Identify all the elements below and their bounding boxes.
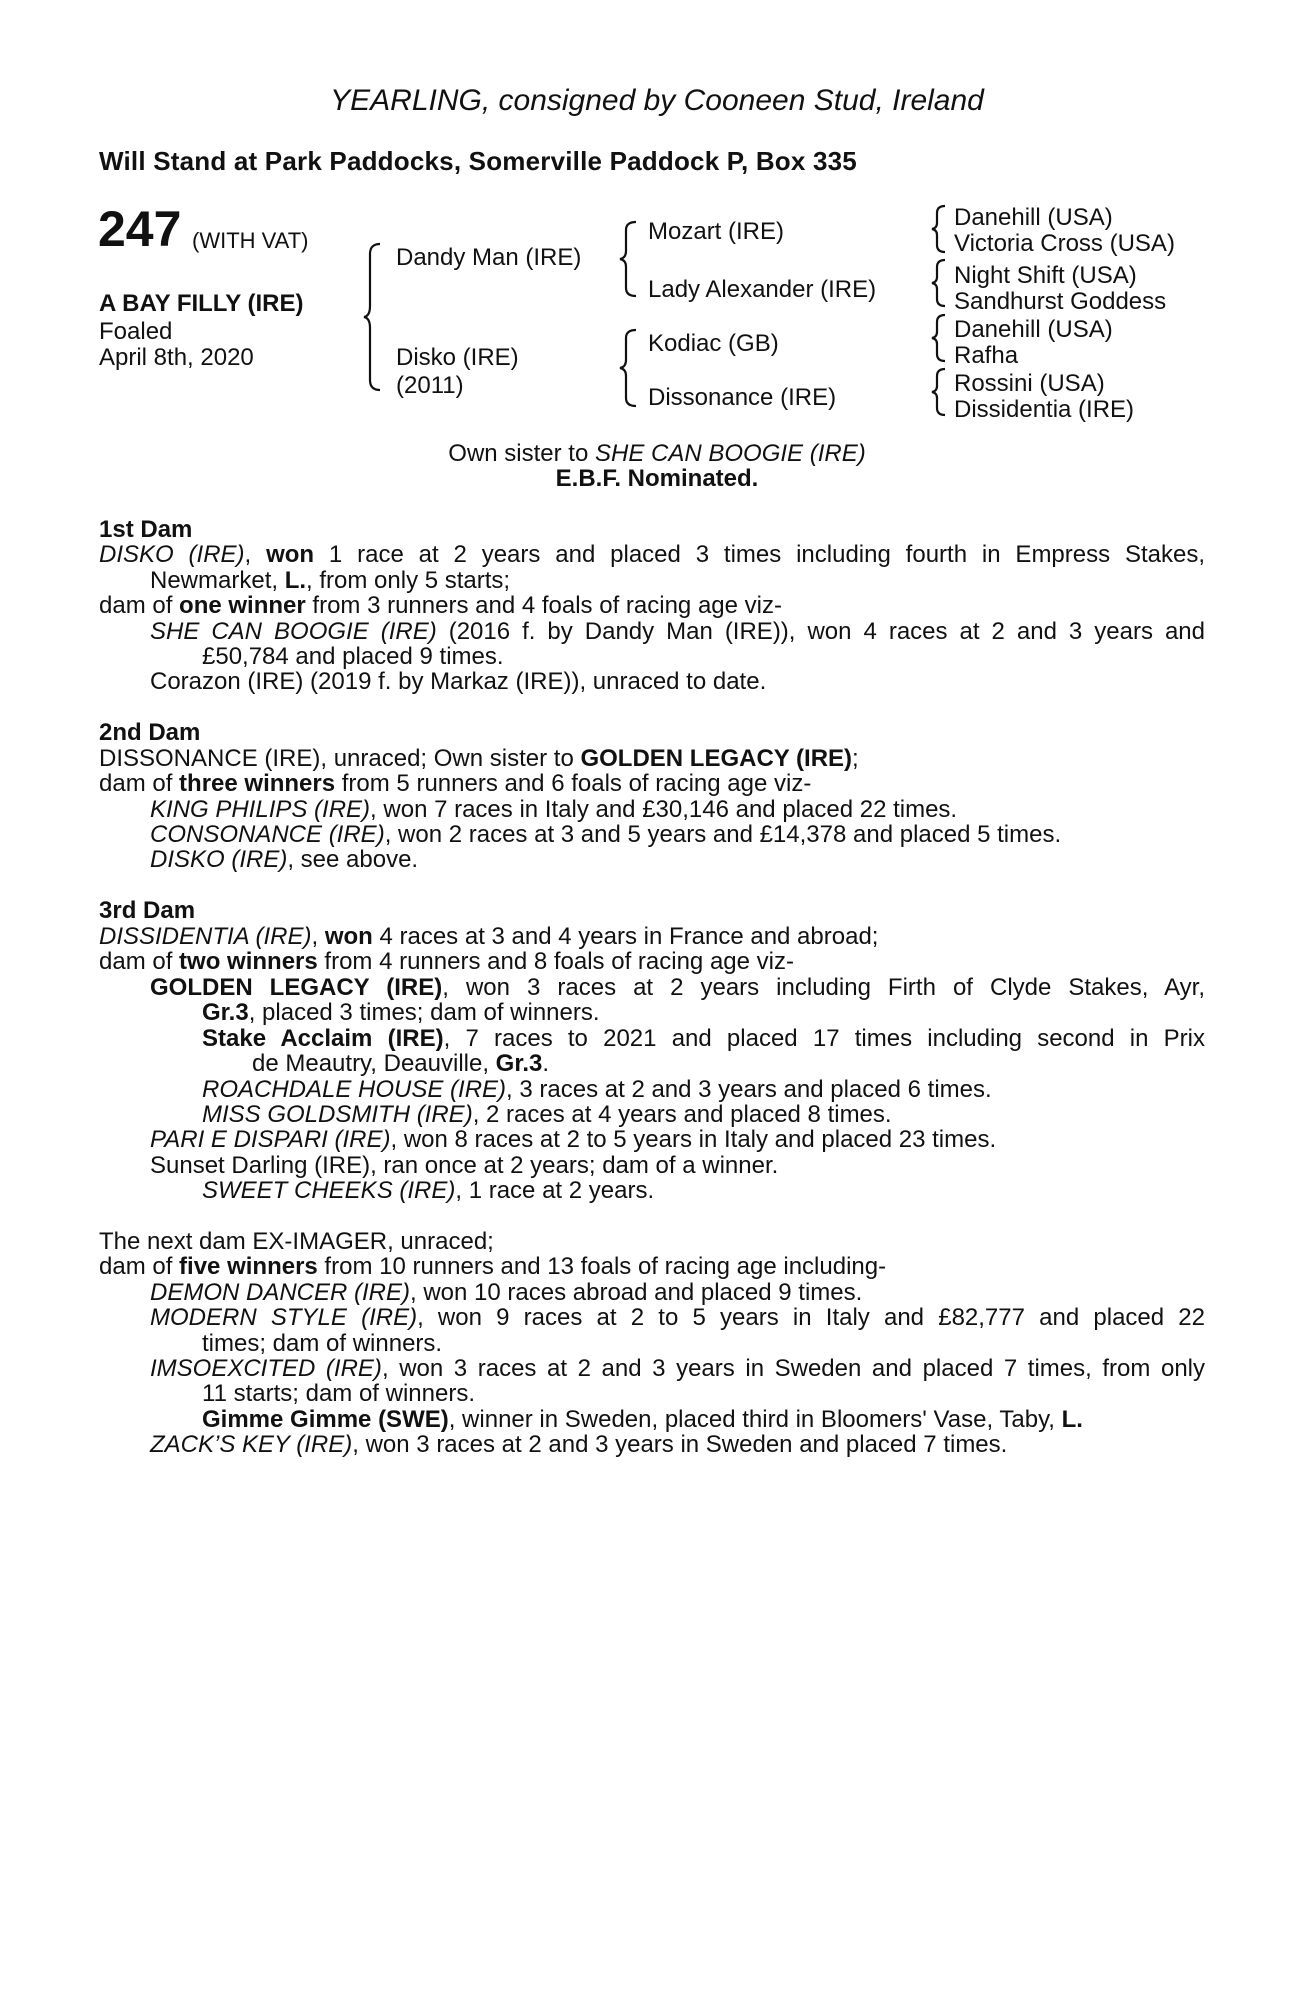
second-dam-heading: 2nd Dam: [99, 719, 201, 746]
pedigree-bracket-dam: [622, 328, 638, 408]
next-dam-line: IMSOEXCITED (IRE), won 3 races at 2 and 3 years in Sweden and placed 7 times, from only: [150, 1355, 1206, 1382]
third-dam-line: ROACHDALE HOUSE (IRE), 3 races at 2 and 3 years and placed 6 times.: [202, 1076, 992, 1103]
next-dam-line: MODERN STYLE (IRE), won 9 races at 2 to 5 years in Italy and £82,777 and placed 22: [150, 1304, 1205, 1331]
pedigree-sire-dam: Lady Alexander (IRE): [648, 276, 877, 303]
ebf-note: E.B.F. Nominated.: [555, 465, 759, 492]
first-dam-line: SHE CAN BOOGIE (IRE) (2016 f. by Dandy Man (IRE)), won 4 races at 2 and 3 years and: [150, 618, 1205, 645]
next-dam-line: times; dam of winners.: [202, 1330, 443, 1357]
third-dam-line: DISSIDENTIA (IRE), won 4 races at 3 and 4 years in France and abroad;: [99, 923, 879, 950]
pedigree-dam-sire: Kodiac (GB): [648, 330, 779, 357]
first-dam-line: Newmarket, L., from only 5 starts;: [150, 567, 511, 594]
pedigree-bracket-g1: [931, 204, 947, 254]
third-dam-line: Gr.3, placed 3 times; dam of winners.: [202, 999, 600, 1026]
second-dam-line: CONSONANCE (IRE), won 2 races at 3 and 5 years and £14,378 and placed 5 times.: [150, 821, 1062, 848]
next-dam-line: The next dam EX-IMAGER, unraced;: [99, 1228, 494, 1255]
pedigree-g4: Sandhurst Goddess: [954, 288, 1167, 315]
third-dam-heading: 3rd Dam: [99, 897, 196, 924]
pedigree-g7: Rossini (USA): [954, 370, 1105, 397]
pedigree-dam-dam: Dissonance (IRE): [648, 384, 837, 411]
next-dam-line: ZACK’S KEY (IRE), won 3 races at 2 and 3 years in Sweden and placed 7 times.: [150, 1431, 1008, 1458]
stand-location: Will Stand at Park Paddocks, Somerville Paddock P, Box 335: [99, 146, 857, 176]
third-dam-line: PARI E DISPARI (IRE), won 8 races at 2 to 5 years in Italy and placed 23 times.: [150, 1126, 997, 1153]
page-title: YEARLING, consigned by Cooneen Stud, Ireland: [330, 84, 984, 117]
second-dam-line: dam of three winners from 5 runners and 6 foals of racing age viz-: [99, 770, 812, 797]
first-dam-line: Corazon (IRE) (2019 f. by Markaz (IRE)), unraced to date.: [150, 668, 767, 695]
own-sister-note: Own sister to SHE CAN BOOGIE (IRE): [448, 440, 866, 467]
pedigree-bracket-g4: [931, 367, 947, 417]
first-dam-line: DISKO (IRE), won 1 race at 2 years and placed 3 times including fourth in Empress Stakes,: [99, 541, 1206, 568]
horse-description: A BAY FILLY (IRE): [99, 290, 304, 317]
pedigree-dam-year: (2011): [396, 372, 464, 399]
foaled-date: April 8th, 2020: [99, 344, 254, 371]
pedigree-g2: Victoria Cross (USA): [954, 230, 1175, 257]
next-dam-line: dam of five winners from 10 runners and 13 foals of racing age including-: [99, 1253, 887, 1280]
pedigree-g6: Rafha: [954, 342, 1019, 369]
second-dam-line: DISKO (IRE), see above.: [150, 846, 419, 873]
foaled-label: Foaled: [99, 318, 173, 345]
pedigree-dam: Disko (IRE): [396, 344, 519, 371]
pedigree-g5: Danehill (USA): [954, 316, 1113, 343]
vat-note: (WITH VAT): [192, 228, 309, 253]
first-dam-line: £50,784 and placed 9 times.: [202, 643, 504, 670]
pedigree-bracket-g3: [931, 313, 947, 363]
third-dam-line: SWEET CHEEKS (IRE), 1 race at 2 years.: [202, 1177, 655, 1204]
second-dam-line: DISSONANCE (IRE), unraced; Own sister to GOLDEN LEGACY (IRE);: [99, 745, 859, 772]
next-dam-line: DEMON DANCER (IRE), won 10 races abroad and placed 9 times.: [150, 1279, 863, 1306]
pedigree-sire-sire: Mozart (IRE): [648, 218, 785, 245]
pedigree-g3: Night Shift (USA): [954, 262, 1137, 289]
third-dam-line: Sunset Darling (IRE), ran once at 2 years; dam of a winner.: [150, 1152, 779, 1179]
third-dam-line: dam of two winners from 4 runners and 8 foals of racing age viz-: [99, 948, 794, 975]
third-dam-line: de Meautry, Deauville, Gr.3.: [252, 1050, 550, 1077]
third-dam-line: GOLDEN LEGACY (IRE), won 3 races at 2 years including Firth of Clyde Stakes, Ayr,: [150, 974, 1206, 1001]
pedigree-bracket-sire: [622, 220, 638, 298]
third-dam-line: Stake Acclaim (IRE), 7 races to 2021 and placed 17 times including second in Prix: [202, 1025, 1206, 1052]
lot-number: 247: [98, 201, 182, 257]
first-dam-line: dam of one winner from 3 runners and 4 foals of racing age viz-: [99, 592, 782, 619]
first-dam-heading: 1st Dam: [99, 516, 193, 543]
pedigree-bracket-g2: [931, 258, 947, 308]
pedigree-bracket-main: [366, 242, 382, 392]
next-dam-line: Gimme Gimme (SWE), winner in Sweden, placed third in Bloomers' Vase, Taby, L.: [202, 1406, 1083, 1433]
pedigree-g1: Danehill (USA): [954, 204, 1113, 231]
second-dam-line: KING PHILIPS (IRE), won 7 races in Italy and £30,146 and placed 22 times.: [150, 796, 958, 823]
pedigree-sire: Dandy Man (IRE): [396, 244, 582, 271]
pedigree-g8: Dissidentia (IRE): [954, 396, 1135, 423]
next-dam-line: 11 starts; dam of winners.: [202, 1380, 475, 1407]
third-dam-line: MISS GOLDSMITH (IRE), 2 races at 4 years and placed 8 times.: [202, 1101, 892, 1128]
